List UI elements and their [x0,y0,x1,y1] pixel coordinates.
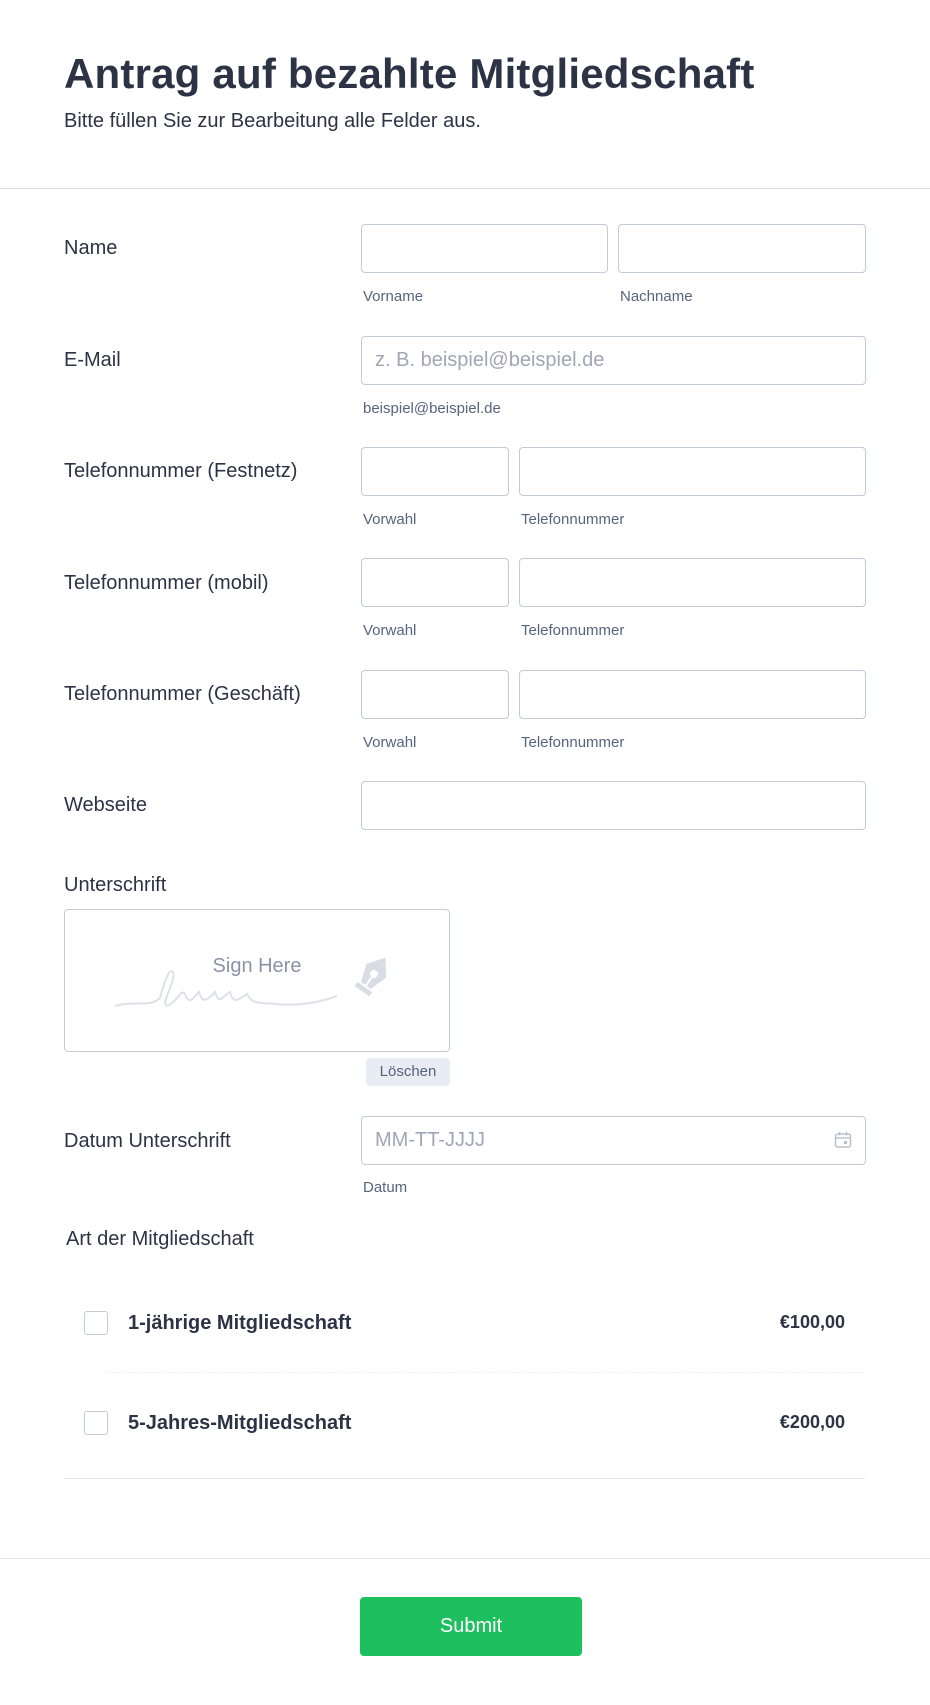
signature-pad[interactable] [64,909,450,1052]
email-input[interactable] [361,336,866,385]
membership-5-year-price: €200,00 [779,1412,845,1432]
phone-mobile-area-sublabel: Vorwahl [363,622,417,639]
products-bottom-divider [64,1478,865,1479]
phone-landline-label: Telefonnummer (Festnetz) [64,460,298,482]
submit-button[interactable]: Submit [360,1597,582,1656]
phone-business-label: Telefonnummer (Geschäft) [64,683,301,705]
phone-business-number-input[interactable] [519,670,866,719]
signature-label: Unterschrift [64,874,167,896]
membership-5-year-checkbox[interactable] [84,1411,108,1435]
phone-mobile-area-input[interactable] [361,558,509,607]
phone-landline-number-input[interactable] [519,447,866,496]
phone-landline-area-input[interactable] [361,447,509,496]
name-label: Name [64,237,118,259]
membership-1-year-checkbox[interactable] [84,1311,108,1335]
date-placeholder: MM-TT-JJJJ [375,1129,485,1151]
phone-business-number-sublabel: Telefonnummer [521,734,625,751]
form-subtitle: Bitte füllen Sie zur Bearbeitung alle Felder aus. [64,110,481,132]
membership-5-year-name: 5-Jahres-Mitgliedschaft [128,1412,352,1434]
clear-signature-button[interactable]: Löschen [366,1058,450,1086]
calendar-icon[interactable] [834,1131,852,1149]
email-label: E-Mail [64,349,121,371]
email-placeholder: z. B. beispiel@beispiel.de [375,349,605,371]
form-header [0,0,930,189]
first-name-input[interactable] [361,224,608,273]
product-divider [108,1372,865,1373]
website-input[interactable] [361,781,866,830]
website-label: Webseite [64,794,148,816]
footer-divider [0,1558,930,1559]
date-label: Datum Unterschrift [64,1130,231,1152]
first-name-sublabel: Vorname [363,288,424,305]
date-input[interactable] [361,1116,866,1165]
phone-landline-number-sublabel: Telefonnummer [521,511,625,528]
pen-nib-icon [350,950,398,998]
membership-1-year-name: 1-jährige Mitgliedschaft [128,1312,352,1334]
email-sublabel: beispiel@beispiel.de [363,400,501,417]
phone-landline-area-sublabel: Vorwahl [363,511,417,528]
membership-label: Art der Mitgliedschaft [66,1228,254,1250]
membership-1-year-price: €100,00 [779,1312,845,1332]
phone-mobile-number-sublabel: Telefonnummer [521,622,625,639]
phone-mobile-number-input[interactable] [519,558,866,607]
signature-prompt: Sign Here [212,955,302,977]
phone-business-area-input[interactable] [361,670,509,719]
phone-business-area-sublabel: Vorwahl [363,734,417,751]
date-sublabel: Datum [363,1179,408,1196]
phone-mobile-label: Telefonnummer (mobil) [64,572,269,594]
last-name-sublabel: Nachname [620,288,693,305]
form-title: Antrag auf bezahlte Mitgliedschaft [64,50,755,97]
last-name-input[interactable] [618,224,866,273]
